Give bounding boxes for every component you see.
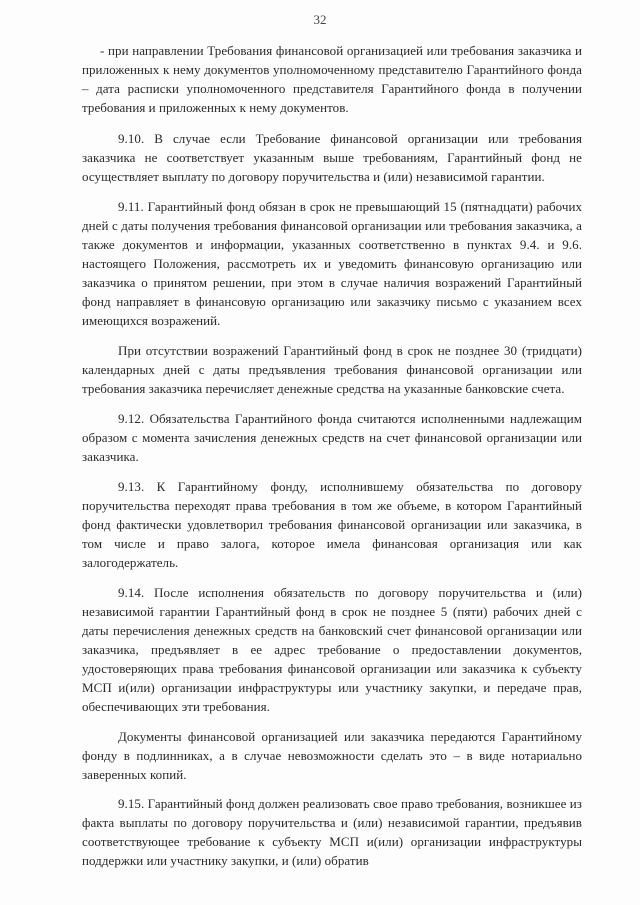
paragraph-9-11: 9.11. Гарантийный фонд обязан в срок не превышающий 15 (пятнадцати) рабочих дней с даты получения требования финансовой организации или требования заказчика, а также документов и информации, указанных соответственно в пунктах 9.4. и 9.6. настоящего Положения, рассмотреть их и уведомить финансовую организацию или заказчика о принятом решении, при этом в случае наличия возражений Гарантийный фонд направляет в финансовую организацию или заказчику письмо с указанием всех имеющихся возражений. — [82, 199, 582, 328]
paragraph-no-objections: При отсутствии возражений Гарантийный фонд в срок не позднее 30 (тридцати) календарных дней с даты предъявления требования финансовой организации или требования заказчика перечисляет денежные средства на указанные банковские счета. — [82, 343, 582, 396]
paragraph-documents-originals: Документы финансовой организацией или заказчика передаются Гарантийному фонду в подлинниках, а в случае невозможности сделать это – в виде нотариально заверенных копий. — [82, 729, 582, 782]
paragraph-9-13: 9.13. К Гарантийному фонду, исполнившему обязательства по договору поручительства переходят права требования в том же объеме, в котором Гарантийный фонд фактически удовлетворил требования финансовой организации или заказчика, в том числе и право залога, которое имела финансовая организация или как залогодержатель. — [82, 479, 582, 570]
paragraph-9-12: 9.12. Обязательства Гарантийного фонда считаются исполненными надлежащим образом с момента зачисления денежных средств на счет финансовой организации или заказчика. — [82, 411, 582, 464]
paragraph-9-10: 9.10. В случае если Требование финансовой организации или требования заказчика не соответствует указанным выше требованиям, Гарантийный фонд не осуществляет выплату по договору поручительства и (или) независимой гарантии. — [82, 131, 582, 184]
paragraph-submission-date: - при направлении Требования финансовой организацией или требования заказчика и приложенных к нему документов уполномоченному представителю Гарантийного фонда – дата расписки уполномоченного представителя Гарантийного фонда в получении требования и приложенных к нему документов. — [82, 43, 582, 115]
document-body — [82, 41, 582, 881]
paragraph-9-14: 9.14. После исполнения обязательств по договору поручительства и (или) независимой гарантии Гарантийный фонд в срок не позднее 5 (пяти) рабочих дней с даты перечисления денежных средств на банковский счет финансовой организации или заказчика, предъявляет в ее адрес требование о предоставлении документов, удостоверяющих права требования финансовой организации или заказчика к субъекту МСП и(или) организации инфраструктуры или участнику закупки, и передаче прав, обеспечивающих эти требования. — [82, 585, 582, 714]
paragraph-9-15: 9.15. Гарантийный фонд должен реализовать свое право требования, возникшее из факта выплаты по договору поручительства и (или) независимой гарантии, предъявив соответствующее требование к субъекту МСП и(или) организации инфраструктуры поддержки или участнику закупки, и (или) обратив — [82, 796, 582, 868]
page-number: 32 — [313, 12, 327, 27]
